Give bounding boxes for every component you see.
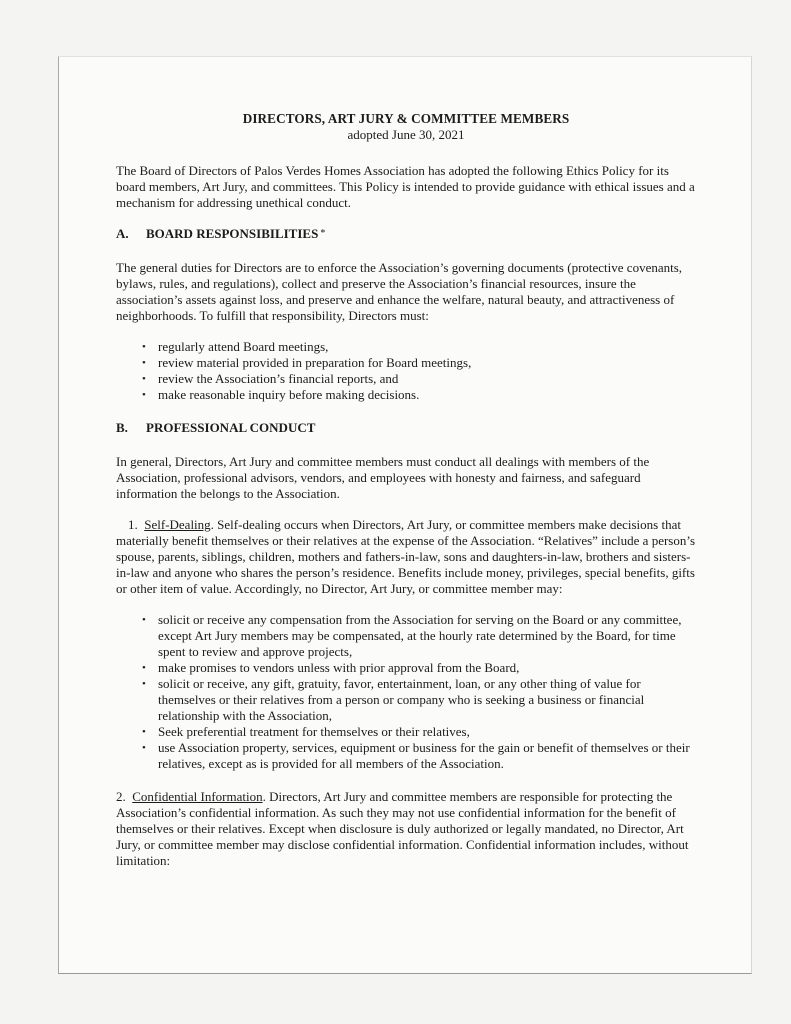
section-b-heading [116,420,696,436]
list-item: • solicit or receive, any gift, gratuity, favor, entertainment, loan, or any other thing of value for themselves or their relatives from a person or company who is seeking a business or financial relationship with the Association, [142,676,696,724]
section-a-letter: A. [116,226,129,241]
list-item: • solicit or receive any compensation from the Association for serving on the Board or any committee, except Art Jury members may be compensated, at the hourly rate determined by the Board, for time spent to review and approve projects, [142,612,696,660]
self-dealing-paragraph [116,517,696,597]
section-b-body: In general, Directors, Art Jury and committee members must conduct all dealings with members of the Association, professional advisors, vendors, and employees with honesty and fairness, and safeguard information the belongs to the Association. [116,454,650,501]
item-term: Self-Dealing [144,517,211,532]
list-item: • Seek preferential treatment for themselves or their relatives, [142,724,696,740]
list-item: • regularly attend Board meetings, [142,339,696,355]
intro-paragraph: The Board of Directors of Palos Verdes Homes Association has adopted the following Ethics Policy for its board members, Art Jury, and committees. This Policy is intended to provide guidance with ethical issues and a mechanism for addressing unethical conduct. [116,163,695,210]
list-item: • make promises to vendors unless with prior approval from the Board, [142,660,696,676]
item-number: 2. [116,789,126,804]
section-a-body: The general duties for Directors are to enforce the Association’s governing documents (protective covenants, bylaws, rules, and regulations), collect and preserve the Association’s financial resources, insure the association’s assets against loss, and preserve and enhance the welfare, natural beauty, and attractiveness of neighborhoods. To fulfill that responsibility, Directors must: [116,260,683,323]
list-item: • review the Association’s financial reports, and [142,371,696,387]
document-title: DIRECTORS, ART JURY & COMMITTEE MEMBERS [242,111,570,126]
self-dealing-bullet-list [116,612,696,772]
item-text: . Directors, Art Jury and committee members are responsible for protecting the Association’s confidential information. As such they may not use confidential information for the benefit of themselves or their relatives. Except when disclosure is duly authorized or legally mandated, no Director, Art Jury, or committee member may disclose confidential information. Confidential information includes, without limitation: [116,789,689,868]
list-item: • use Association property, services, equipment or business for the gain or benefit of themselves or their relatives, except as is provided for all members of the Association. [142,740,696,772]
item-term: Confidential Information [132,789,263,804]
list-item: • review material provided in preparation for Board meetings, [142,355,696,371]
document-subtitle: adopted June 30, 2021 [347,127,465,142]
item-text: . Self-dealing occurs when Directors, Art Jury, or committee members make decisions that materially benefit themselves or their relatives at the expense of the Association. “Relatives” include a person’s spouse, parents, siblings, children, mothers and fathers-in-law, sons and daughters-in-law, brothers and sisters-in-law and anyone who shares the person’s residence. Benefits include money, privileges, special benefits, gifts or other item of value. Accordingly, no Director, Art Jury, or committee member may: [116,517,696,596]
document-content [116,111,696,884]
list-item: • make reasonable inquiry before making decisions. [142,387,696,403]
section-a-heading [116,226,696,242]
section-a-bullet-list [116,339,696,403]
confidential-information-paragraph [116,789,696,869]
section-a-mark: * [320,228,326,239]
section-b-title: PROFESSIONAL CONDUCT [146,420,316,435]
section-a-title: BOARD RESPONSIBILITIES [146,226,319,241]
section-b-letter: B. [116,420,128,435]
item-number: 1. [128,517,138,532]
